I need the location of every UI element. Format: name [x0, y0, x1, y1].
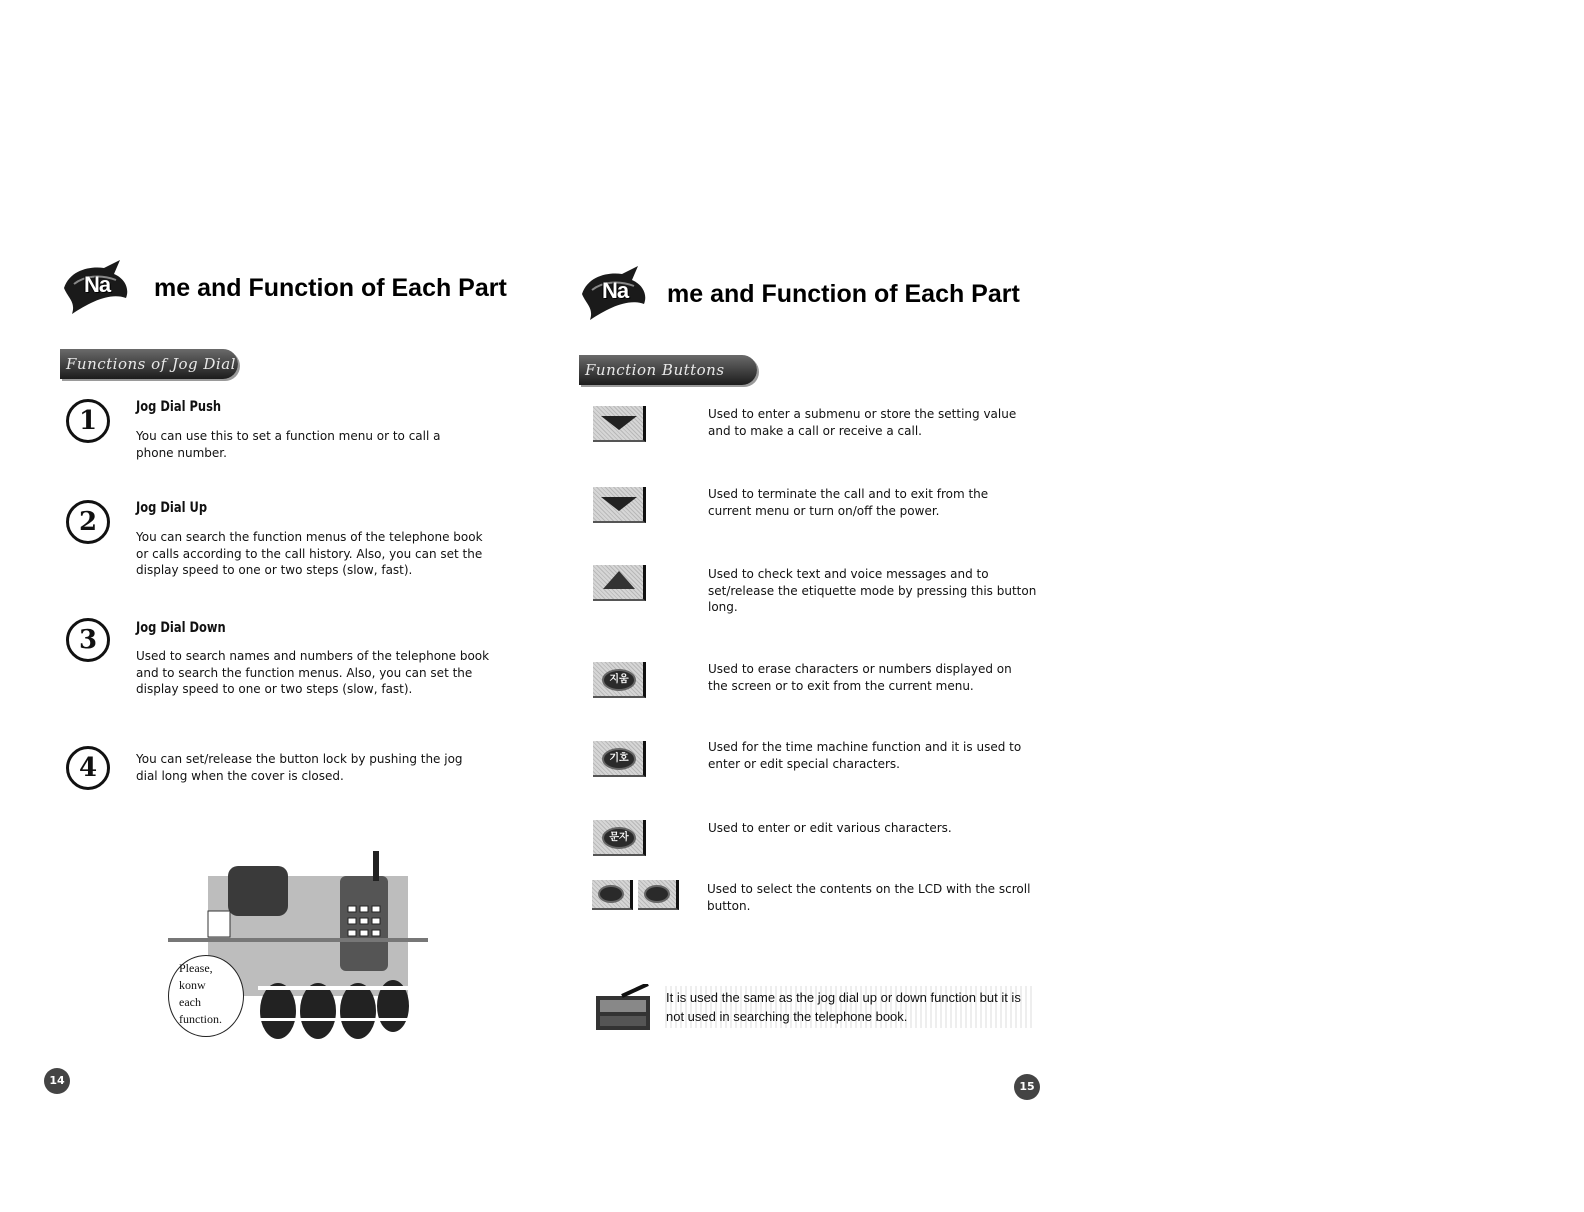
page-title: me and Function of Each Part — [154, 274, 507, 302]
item-description: You can set/release the button lock by pushing the jog dial long when the cover is closed. — [136, 752, 463, 783]
button-description: Used to terminate the call and to exit from the current menu or turn on/off the power. — [708, 487, 989, 518]
item-description: You can search the function menus of the telephone book or calls according to the call history. Also, you can set the display speed to one or two steps (slow, fast). — [136, 530, 483, 577]
item-number-1: 1 — [66, 399, 110, 443]
item-title: Jog Dial Down — [136, 620, 226, 636]
button-description: Used to erase characters or numbers displayed on the screen or to exit from the current menu. — [708, 662, 1012, 693]
bubble-line: Please, — [179, 961, 213, 975]
bubble-line: each — [179, 995, 201, 1009]
bubble-line: konw — [179, 978, 206, 992]
right-page-header — [578, 256, 1038, 336]
bubble-line: function. — [179, 1012, 222, 1026]
symbol-key-icon — [593, 741, 646, 777]
button-description: Used to select the contents on the LCD with the scroll button. — [707, 882, 1031, 913]
button-description: Used to enter or edit various characters. — [708, 821, 952, 835]
speech-bubble — [168, 955, 244, 1037]
header-prefix: Na — [84, 272, 111, 297]
item-number-2: 2 — [66, 500, 110, 544]
clear-key-icon — [593, 662, 646, 698]
send-icon — [593, 406, 646, 442]
section-pill: Functions of Jog Dial — [60, 349, 238, 379]
message-icon — [593, 565, 646, 601]
key-label: 지움 — [602, 669, 636, 691]
item-number-4: 4 — [66, 746, 110, 790]
item-number-3: 3 — [66, 618, 110, 662]
button-description: Used to check text and voice messages and to set/release the etiquette mode by pressing this button long. — [708, 567, 1037, 614]
button-description: Used to enter a submenu or store the setting value and to make a call or receive a call. — [708, 407, 1017, 438]
item-title: Jog Dial Up — [136, 500, 208, 516]
section-pill: Function Buttons — [579, 355, 757, 385]
phone-icon — [592, 984, 656, 1034]
key-label: 문자 — [602, 827, 636, 849]
button-description: Used for the time machine function and it is used to enter or edit special characters. — [708, 740, 1022, 771]
item-description: Used to search names and numbers of the telephone book and to search the function menus. Also, you can set the display speed to one or two steps (slow, fast). — [136, 649, 490, 696]
scroll-down-key-icon — [638, 880, 679, 910]
page-number: 14 — [44, 1068, 70, 1094]
left-page-header — [60, 250, 520, 330]
end-icon — [593, 487, 646, 523]
page-number: 15 — [1014, 1074, 1040, 1100]
item-description: You can use this to set a function menu or to call a phone number. — [136, 429, 441, 460]
scroll-up-key-icon — [592, 880, 633, 910]
page-title: me and Function of Each Part — [667, 280, 1020, 308]
key-label: 기호 — [602, 748, 636, 770]
note-text: It is used the same as the jog dial up or down function but it is not used in searching the telephone book. — [662, 986, 1034, 1028]
char-key-icon — [593, 820, 646, 856]
header-prefix: Na — [602, 278, 629, 303]
item-title: Jog Dial Push — [136, 399, 222, 415]
